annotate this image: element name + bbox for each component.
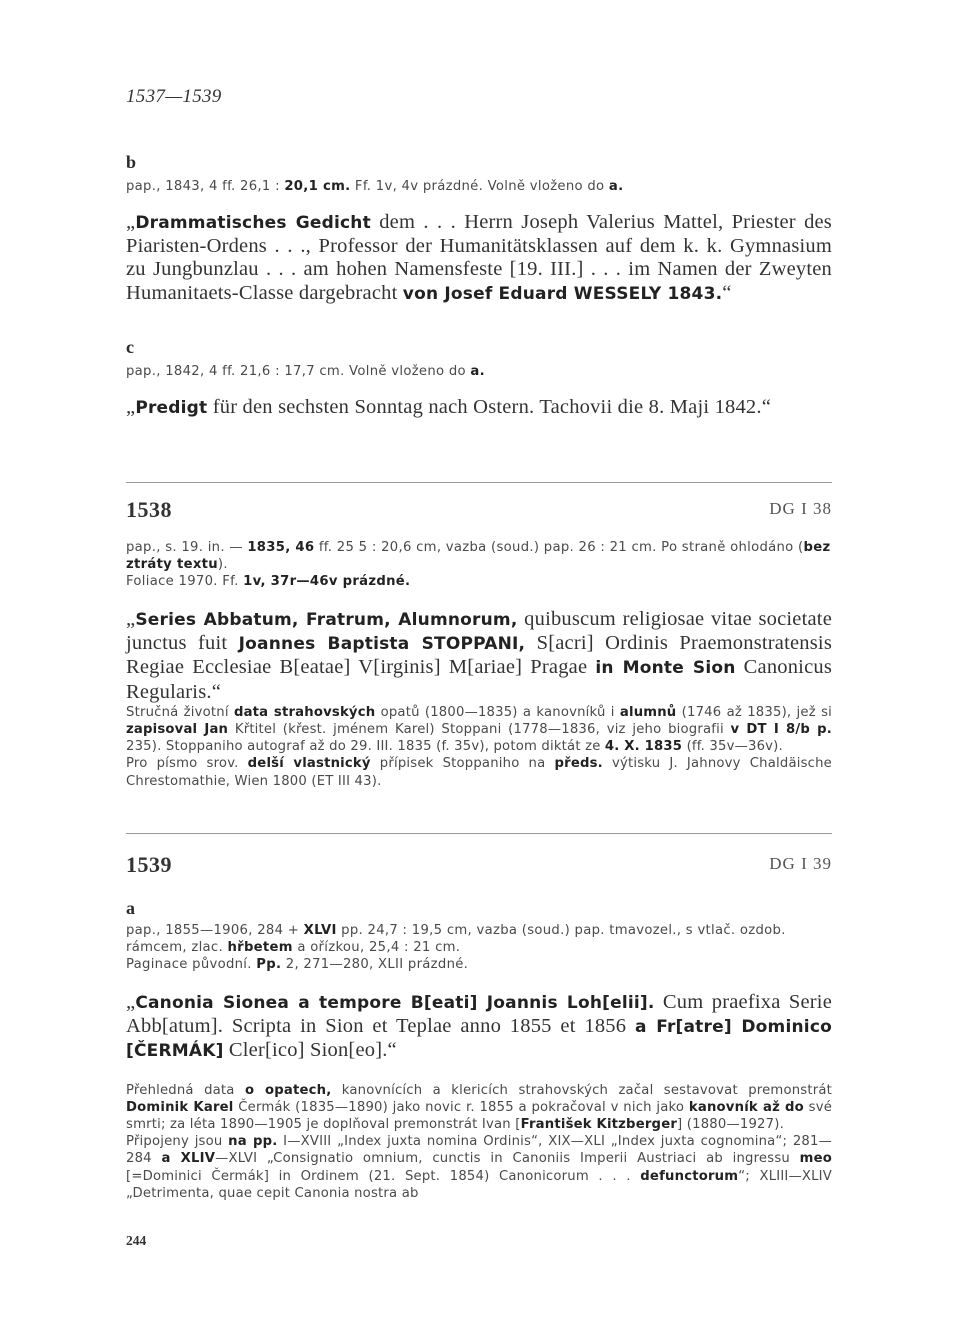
bold-text-run: Drammatisches Gedicht xyxy=(135,213,371,233)
entry-number: 1538 xyxy=(126,497,172,522)
bold-text-run: František Kitzberger xyxy=(520,1117,678,1133)
text-run: Canonicus Regularis.“ xyxy=(126,656,833,703)
text-run: Stručná životní xyxy=(126,704,234,720)
text-run: pp. 24,7 : 19,5 cm, vazba (soud.) pap. tmavozel., s vtlač. ozdob. rámcem, zlac. xyxy=(126,923,786,955)
text-run: (ff. 35v—36v). Pro písmo srov. xyxy=(126,739,783,772)
physical-description xyxy=(126,363,832,380)
shelf-signature: DG I 39 xyxy=(769,854,832,873)
bold-text-run: hřbetem xyxy=(227,940,293,955)
text-run: quibuscum religiosae vitae societate junctus fuit xyxy=(126,608,832,655)
annotation xyxy=(126,704,832,790)
bold-text-run: na pp. xyxy=(228,1134,278,1150)
text-run: 2, 271—280, XLII prázdné. xyxy=(281,957,469,972)
bold-text-run: o opatech, xyxy=(244,1082,332,1098)
text-run: [=Dominici Čermák] in Ordinem (21. Sept. 1854) Canonicorum . . . xyxy=(126,1168,641,1184)
bold-text-run: data strahovských xyxy=(233,704,376,720)
running-head: 1537—1539 xyxy=(126,86,222,107)
physical-description xyxy=(126,539,832,590)
bold-text-run: a. xyxy=(608,179,624,194)
text-run: ). Foliace 1970. Ff. xyxy=(126,557,239,589)
text-run: výtisku J. Jahnovy Chaldäische Chrestomathie, Wien 1800 (ET III 43). xyxy=(126,756,832,789)
bold-text-run: 20,1 cm. xyxy=(284,179,351,194)
bold-text-run: a XLIV xyxy=(161,1151,216,1167)
bold-text-run: 1v, 37r—46v prázdné. xyxy=(243,574,411,589)
part-letter: c xyxy=(126,337,134,357)
item-title xyxy=(126,396,832,420)
bold-text-run: v DT I 8/b p. xyxy=(730,722,832,738)
bold-text-run: alumnů xyxy=(619,704,677,720)
bold-text-run: von Josef Eduard WESSELY 1843. xyxy=(402,283,723,304)
entry-header-1539 xyxy=(126,852,832,882)
annotation xyxy=(126,1082,832,1202)
part-b xyxy=(126,152,832,306)
text-run: „ xyxy=(126,608,136,630)
text-run: pap., 1843, 4 ff. 26,1 : xyxy=(126,179,285,194)
physical-description xyxy=(126,178,832,195)
part-letter: a xyxy=(126,898,135,918)
bold-text-run: Canonia Sionea a tempore B[eati] Joannis Loh[elii]. xyxy=(135,993,655,1013)
text-run: 235). Stoppaniho autograf až do 29. III. 1835 (f. 35v), potom diktát ze xyxy=(126,739,605,755)
bold-text-run: Dominik Karel xyxy=(126,1099,234,1115)
text-run: dem . . . Herrn Joseph Valerius Mattel, Priester des Piaristen-Ordens . . ., Professor der Humanitätsklassen auf dem k. k. Gymnasium zu Jungbunzlau . . . am hohen Namensfeste [19. III.] . . . im Namen der Zweyten Humanitaets-Classe dargebracht xyxy=(126,211,832,304)
text-run: ff. 25 5 : 20,6 cm, vazba (soud.) pap. 26 : 21 cm. Po straně ohlodáno ( xyxy=(314,540,804,555)
text-run: (1746 až 1835), jež si xyxy=(676,704,833,720)
physical-description xyxy=(126,922,832,973)
text-run: „ xyxy=(126,211,136,233)
bold-text-run: meo xyxy=(799,1151,832,1167)
bold-text-run: Pp. xyxy=(256,957,282,972)
text-run: Přehledná data xyxy=(126,1082,245,1098)
text-run: opatů (1800—1835) a kanovníků i xyxy=(375,704,620,720)
text-run: Křtitel (křest. jménem Karel) Stoppani (1778—1836, viz jeho biografii xyxy=(228,722,731,738)
text-run: Cler[ico] Sion[eo].“ xyxy=(223,1039,397,1062)
text-run: “; XLIII—XLIV „Detrimenta, quae cepit Canonia nostra ab xyxy=(126,1168,832,1201)
bold-text-run: a. xyxy=(470,364,485,379)
bold-text-run: bez ztráty textu xyxy=(126,540,831,572)
part-letter: b xyxy=(126,152,137,172)
text-run: kanovnících a klericích strahovských začal sestavovat premonstrát xyxy=(331,1082,833,1098)
section-divider xyxy=(126,833,832,834)
text-run: Čermák (1835—1890) jako novic r. 1855 a pokračoval v nich jako xyxy=(233,1099,689,1115)
text-run: pap., s. 19. in. — xyxy=(126,540,248,555)
bold-text-run: zapisoval Jan xyxy=(126,722,229,738)
entry-1538-body xyxy=(126,539,832,790)
text-run: „ xyxy=(126,396,136,418)
bold-text-run: defunctorum xyxy=(640,1168,739,1184)
bold-text-run: Series Abbatum, Fratrum, Alumnorum, xyxy=(135,610,518,630)
part-c xyxy=(126,337,832,420)
text-run: S[acri] Ordinis Praemonstratensis Regiae Ecclesiae B[eatae] V[irginis] M[ariae] Pragae xyxy=(126,632,832,679)
item-title xyxy=(126,991,832,1064)
text-run: pap., 1842, 4 ff. 21,6 : 17,7 cm. Volně vloženo do xyxy=(126,364,471,379)
shelf-signature: DG I 38 xyxy=(769,499,832,518)
text-run: für den sechsten Sonntag nach Ostern. Tachovii die 8. Maji 1842.“ xyxy=(207,396,772,418)
bold-text-run: in Monte Sion xyxy=(595,658,736,679)
bold-text-run: delší vlastnický xyxy=(247,756,371,772)
text-run: Ff. 1v, 4v prázdné. Volně vloženo do xyxy=(350,179,609,194)
entry-1539-body xyxy=(126,898,832,1202)
bold-text-run: Joannes Baptista STOPPANI, xyxy=(238,634,526,655)
page-number: 244 xyxy=(126,1233,147,1248)
bold-text-run: předs. xyxy=(554,756,603,772)
entry-header-1538 xyxy=(126,497,832,527)
bold-text-run: Predigt xyxy=(135,398,208,418)
bold-text-run: 1835, 46 xyxy=(247,540,315,555)
section-divider xyxy=(126,482,832,483)
bold-text-run: XLVI xyxy=(303,923,337,938)
text-run: —XLVI „Consignatio omnium, cunctis in Canoniis Imperii Austriaci ab ingressu xyxy=(215,1151,800,1167)
bold-text-run: kanovník až do xyxy=(688,1099,804,1115)
text-run: ] (1880—1927). Připojeny jsou xyxy=(126,1117,784,1150)
text-run: “ xyxy=(722,281,732,304)
text-run: Cum praefixa Serie Abb[atum]. Scripta in Sion et Teplae anno 1855 et 1856 xyxy=(126,991,832,1038)
entry-number: 1539 xyxy=(126,852,172,877)
text-run: pap., 1855—1906, 284 + xyxy=(126,923,304,938)
text-run: „ xyxy=(126,991,136,1013)
text-run: své smrti; za léta 1890—1905 je doplňoval premonstrát Ivan [ xyxy=(126,1099,833,1133)
text-run: přípisek Stoppaniho na xyxy=(370,756,555,772)
bold-text-run: a Fr[atre] Dominico [ČERMÁK] xyxy=(126,1017,832,1062)
text-run: a ořízkou, 25,4 : 21 cm. Paginace původní. xyxy=(126,940,461,972)
text-run: I—XVIII „Index juxta nomina Ordinis“, XIX—XLI „Index juxta cognomina“; 281—284 xyxy=(126,1134,833,1167)
bold-text-run: 4. X. 1835 xyxy=(604,739,683,755)
item-title xyxy=(126,211,832,306)
item-title xyxy=(126,608,832,704)
